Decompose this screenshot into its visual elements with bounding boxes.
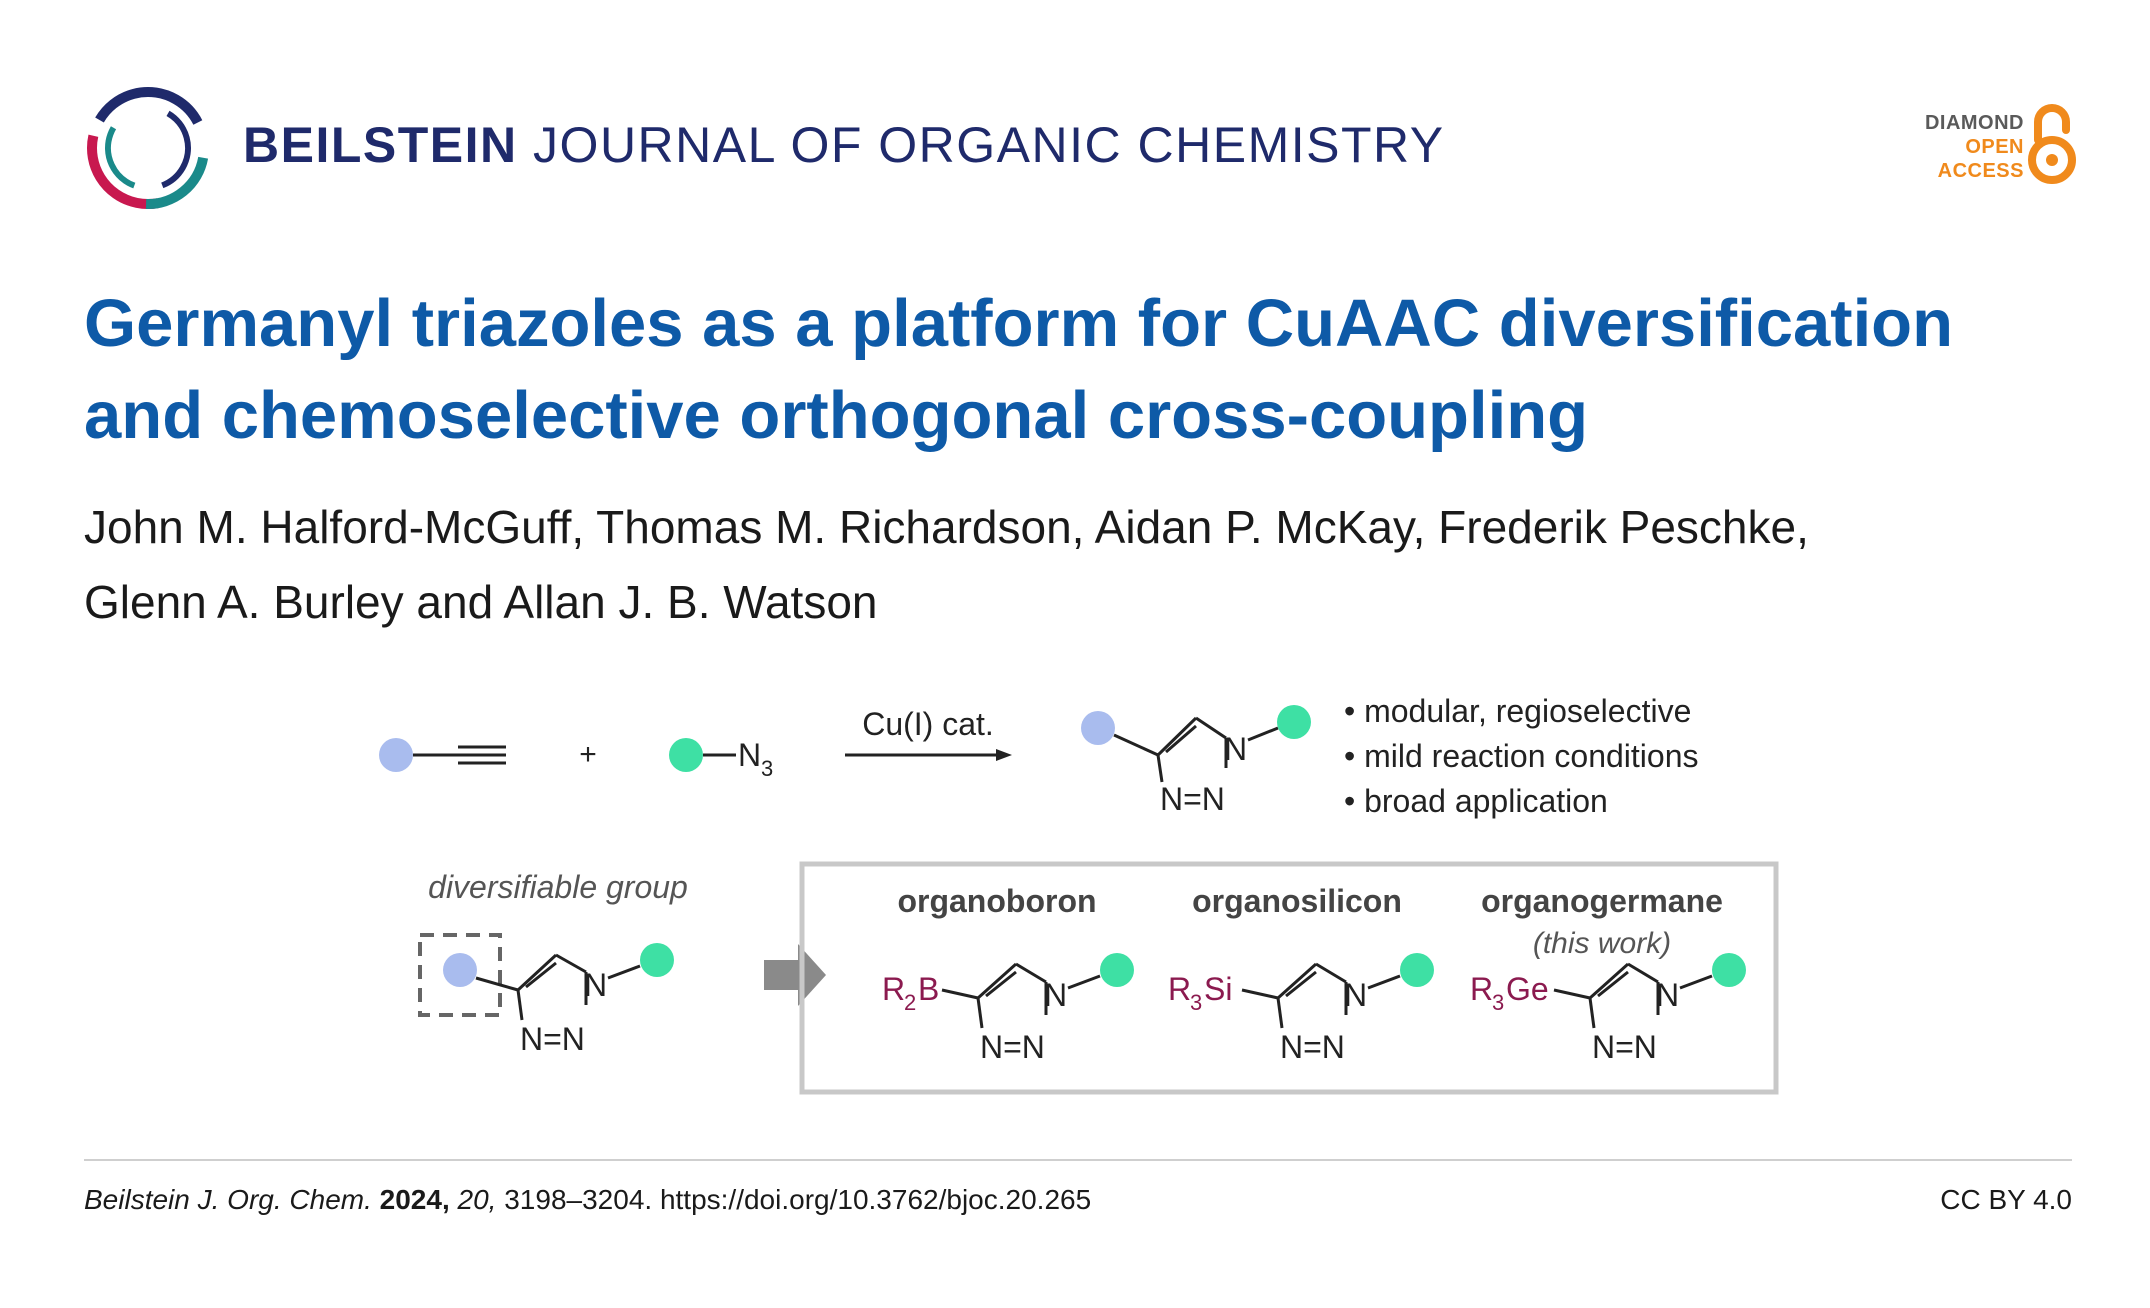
triazole-n1: N [1224,731,1248,767]
azide-subscript: 3 [761,756,774,781]
citation-year: 2024, [379,1184,450,1215]
oa-access: ACCESS [1937,160,2024,182]
div-triazole-n2n3: N=N [520,1021,585,1057]
heading-organogermane: organogermane [1481,883,1723,919]
authors-line-1: John M. Halford-McGuff, Thomas M. Richardson, Aidan P. McKay, Frederik Peschke, [84,501,1809,553]
silicon-n1: N [1344,977,1368,1013]
title-line-2: and chemoselective orthogonal cross-coupling [84,378,1589,453]
journal-name-bold: BEILSTEIN [243,117,518,173]
open-lock-icon [2028,100,2076,190]
title-line-1: Germanyl triazoles as a platform for CuAAC diversification [84,286,1954,361]
silicon-reagent-el: Si [1204,971,1233,1007]
bullet-3: • broad application [1344,783,1608,819]
block-arrow [764,944,826,1006]
terminal-alkyne [379,738,506,772]
citation [84,1184,1091,1216]
boron-reagent-el: B [918,971,940,1007]
div-triazole-n1: N [584,967,608,1003]
germanium-reagent-el: Ge [1506,971,1549,1007]
germanium-n1: N [1656,977,1680,1013]
germanium-reagent-r: R [1470,971,1494,1007]
citation-volume: 20, [457,1184,497,1215]
this-work-label: (this work) [1532,927,1672,960]
boron-reagent-sub: 2 [904,990,917,1015]
author-list [84,490,2084,640]
triazole-n2n3: N=N [1160,781,1225,817]
beilstein-logo [84,84,212,212]
organic-azide [669,737,773,781]
germanium-triazole [1470,953,1746,1065]
plus-sign: + [579,738,597,771]
heading-organosilicon: organosilicon [1192,883,1402,919]
catalyst-label: Cu(I) cat. [862,706,994,742]
footer-divider [84,1159,2072,1161]
azide-n: N [738,737,762,773]
heading-organoboron: organoboron [897,883,1097,919]
journal-name [243,116,1445,174]
article-title [84,278,2084,462]
diversifiable-label: diversifiable group [428,869,688,905]
bullet-1: • modular, regioselective [1344,693,1692,729]
silicon-n2n3: N=N [1280,1029,1345,1065]
oa-open: OPEN [1965,136,2024,158]
citation-pages-doi[interactable]: 3198–3204. https://doi.org/10.3762/bjoc.20.265 [504,1184,1092,1215]
reaction-scheme [0,660,2150,1120]
silicon-triazole [1168,953,1434,1065]
boron-triazole [882,953,1134,1065]
journal-name-rest: JOURNAL OF ORGANIC CHEMISTRY [533,117,1445,173]
boron-n2n3: N=N [980,1029,1045,1065]
oa-diamond: DIAMOND [1924,112,2024,134]
silicon-reagent-r: R [1168,971,1192,1007]
boron-n1: N [1044,977,1068,1013]
diversifiable-triazole [443,943,674,1057]
journal-abbrev: Beilstein J. Org. Chem. [84,1184,372,1215]
reaction-arrow [845,749,1012,761]
license-label: CC BY 4.0 [1940,1184,2072,1215]
boron-reagent-r: R [882,971,906,1007]
open-access-label [1925,111,2024,183]
germanium-n2n3: N=N [1592,1029,1657,1065]
silicon-reagent-sub: 3 [1190,990,1203,1015]
authors-line-2: Glenn A. Burley and Allan J. B. Watson [84,576,878,628]
triazole-product [1081,705,1311,817]
bullet-2: • mild reaction conditions [1344,738,1699,774]
germanium-reagent-sub: 3 [1492,990,1505,1015]
